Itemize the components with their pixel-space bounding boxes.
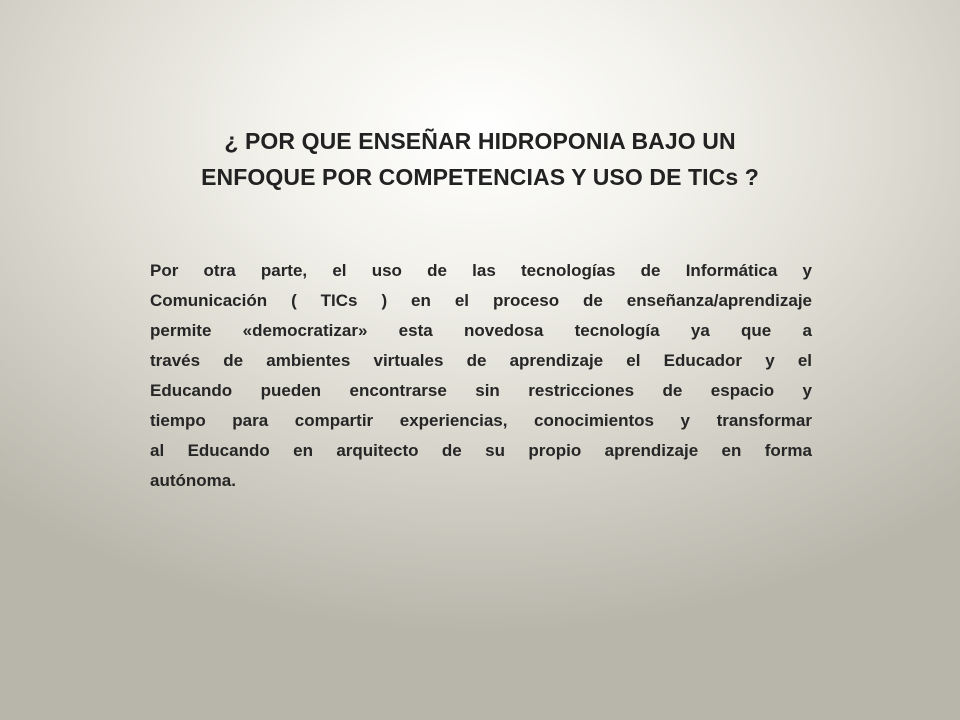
title-line: ENFOQUE POR COMPETENCIAS Y USO DE TICs ? (201, 164, 759, 190)
body-line: permite «democratizar» esta novedosa tecnología ya que a (150, 321, 812, 340)
body-paragraph (150, 256, 812, 496)
title-line: ¿ POR QUE ENSEÑAR HIDROPONIA BAJO UN (224, 128, 736, 154)
slide-title (100, 123, 860, 195)
body-line: Por otra parte, el uso de las tecnologías de Informática y (150, 261, 812, 280)
body-line: Comunicación ( TICs ) en el proceso de enseñanza/aprendizaje (150, 291, 812, 310)
body-line: través de ambientes virtuales de aprendizaje el Educador y el (150, 351, 812, 370)
body-line: Educando pueden encontrarse sin restricciones de espacio y (150, 381, 812, 400)
body-line: tiempo para compartir experiencias, conocimientos y transformar (150, 411, 812, 430)
body-line: autónoma. (150, 471, 236, 490)
body-line: al Educando en arquitecto de su propio aprendizaje en forma (150, 441, 812, 460)
